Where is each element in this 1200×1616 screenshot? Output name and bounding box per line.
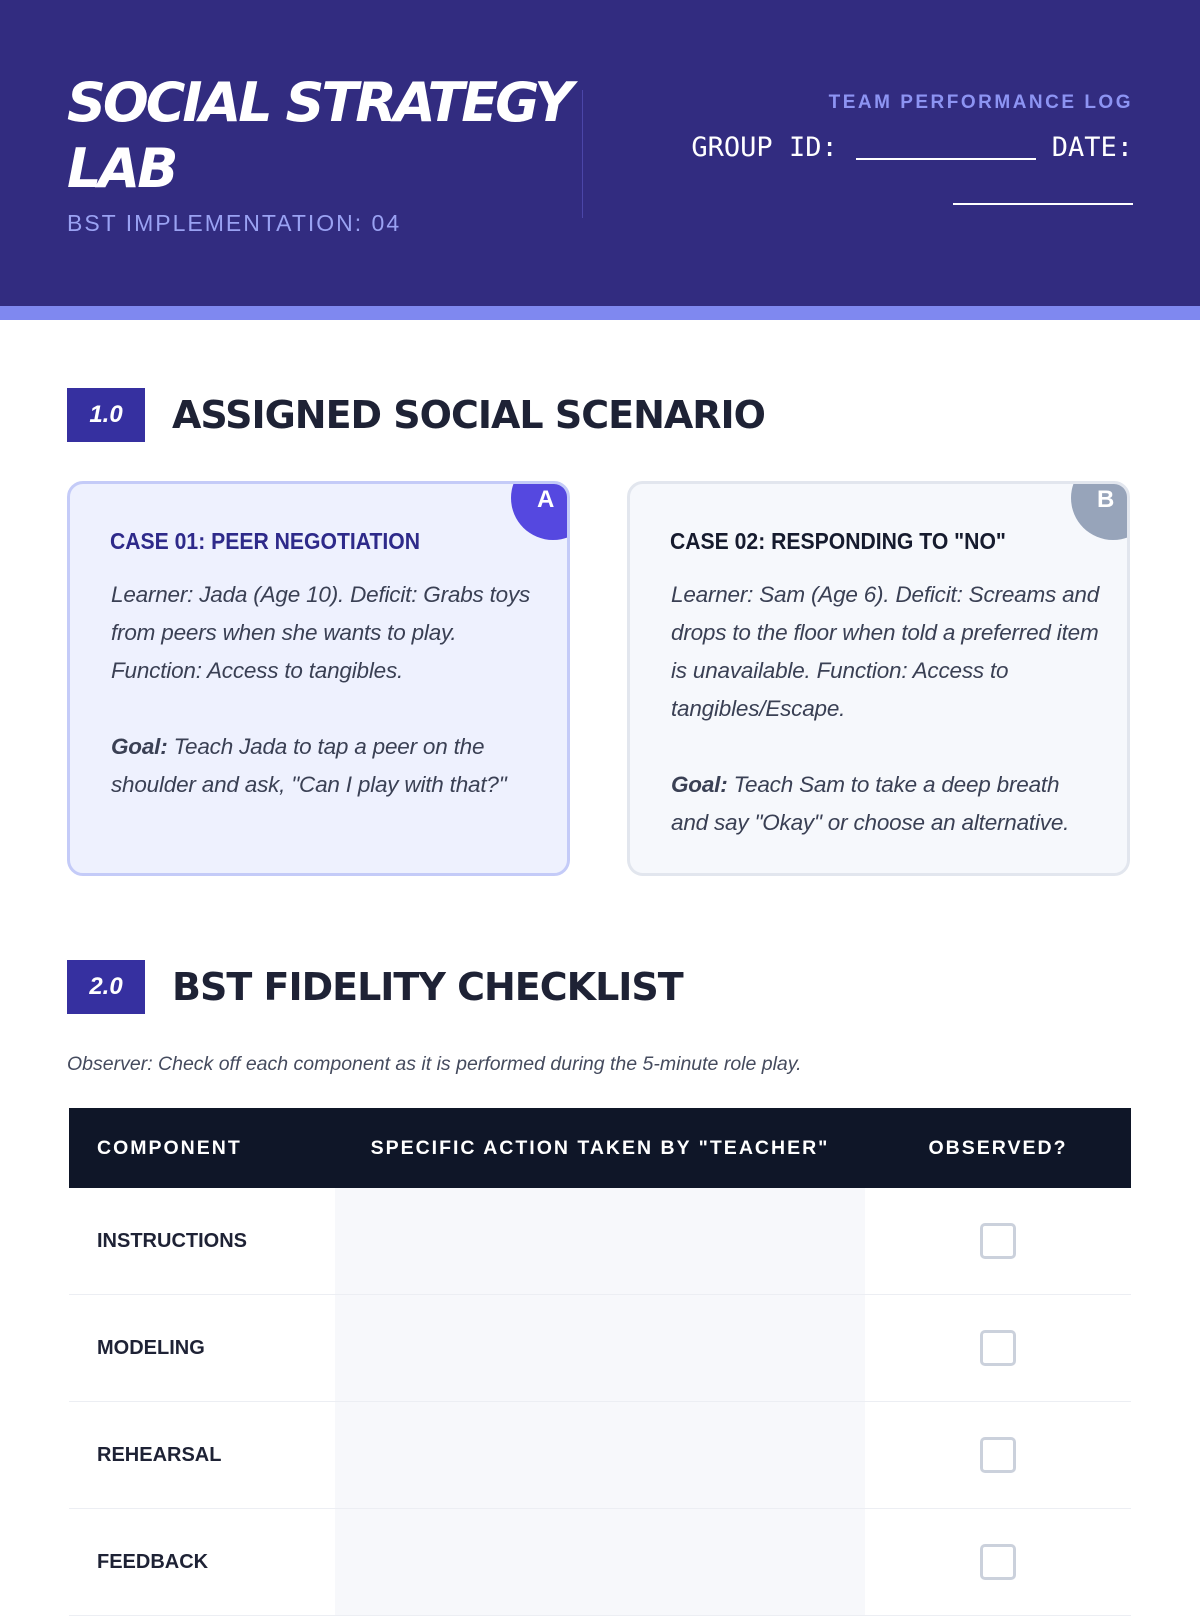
case-body <box>111 576 541 804</box>
observed-checkbox[interactable] <box>980 1437 1016 1473</box>
case-goal: Goal: Teach Jada to tap a peer on the shoulder and ask, "Can I play with that?" <box>111 734 507 797</box>
section-1-heading <box>67 388 765 442</box>
observed-checkbox[interactable] <box>980 1223 1016 1259</box>
table-header-row <box>69 1108 1131 1188</box>
case-badge: B <box>1071 481 1130 540</box>
table-row <box>69 1295 1131 1402</box>
case-description: Learner: Sam (Age 6). Deficit: Screams and drops to the floor when told a preferred item is unavailable. Function: Access to tangibles/Escape. <box>671 582 1100 721</box>
action-cell[interactable] <box>335 1188 865 1295</box>
section-title: BST FIDELITY CHECKLIST <box>172 965 683 1009</box>
observer-instructions: Observer: Check off each component as it is performed during the 5-minute role play. <box>67 1053 802 1075</box>
action-cell[interactable] <box>335 1509 865 1616</box>
fidelity-checklist-table <box>69 1108 1131 1616</box>
observed-cell <box>865 1295 1131 1402</box>
case-card-a <box>67 481 570 876</box>
case-card-b <box>627 481 1130 876</box>
brand-title: SOCIAL STRATEGY LAB <box>67 71 571 200</box>
section-2-heading <box>67 960 683 1014</box>
page-header <box>0 0 1200 306</box>
action-cell[interactable] <box>335 1295 865 1402</box>
log-label: TEAM PERFORMANCE LOG <box>828 92 1133 113</box>
header-divider <box>582 90 583 218</box>
observed-cell <box>865 1402 1131 1509</box>
date-label: DATE: <box>1051 132 1133 163</box>
date-field[interactable] <box>953 203 1133 205</box>
section-number-badge: 1.0 <box>67 388 145 442</box>
action-cell[interactable] <box>335 1402 865 1509</box>
case-description: Learner: Jada (Age 10). Deficit: Grabs toys from peers when she wants to play. Function: Access to tangibles. <box>111 582 531 683</box>
case-goal: Goal: Teach Sam to take a deep breath and say "Okay" or choose an alternative. <box>671 772 1070 835</box>
column-header-observed: OBSERVED? <box>865 1108 1131 1188</box>
case-body <box>671 576 1101 842</box>
group-id-field[interactable] <box>856 130 1036 160</box>
column-header-component: COMPONENT <box>69 1108 335 1188</box>
section-title: ASSIGNED SOCIAL SCENARIO <box>172 393 765 437</box>
case-title: CASE 01: PEER NEGOTIATION <box>110 528 421 554</box>
observed-checkbox[interactable] <box>980 1330 1016 1366</box>
brand-subtitle: BST IMPLEMENTATION: 04 <box>67 210 402 236</box>
section-number-badge: 2.0 <box>67 960 145 1014</box>
table-row <box>69 1188 1131 1295</box>
group-id-label: GROUP ID: <box>691 132 838 163</box>
case-badge: A <box>511 481 570 540</box>
observed-cell <box>865 1509 1131 1616</box>
table-row <box>69 1402 1131 1509</box>
case-title: CASE 02: RESPONDING TO "NO" <box>670 528 1006 554</box>
header-meta <box>691 130 1133 163</box>
observed-checkbox[interactable] <box>980 1544 1016 1580</box>
component-cell: MODELING <box>69 1295 335 1402</box>
component-cell: INSTRUCTIONS <box>69 1188 335 1295</box>
observed-cell <box>865 1188 1131 1295</box>
component-cell: REHEARSAL <box>69 1402 335 1509</box>
component-cell: FEEDBACK <box>69 1509 335 1616</box>
header-accent-stripe <box>0 306 1200 320</box>
column-header-action: SPECIFIC ACTION TAKEN BY "TEACHER" <box>335 1108 865 1188</box>
table-row <box>69 1509 1131 1616</box>
